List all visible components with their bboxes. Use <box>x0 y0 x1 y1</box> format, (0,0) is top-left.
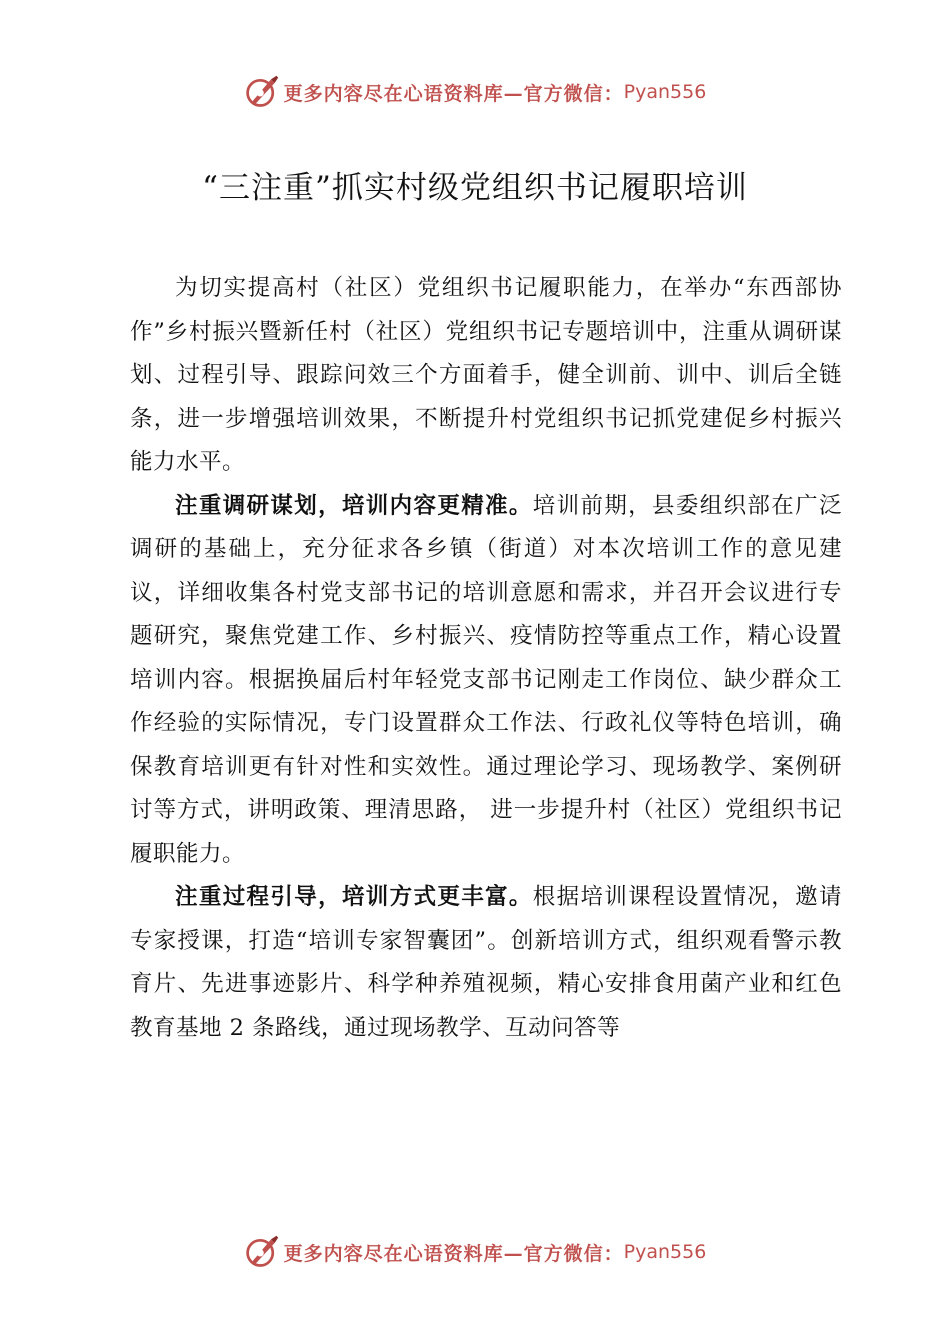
paragraph-text: 根据培训课程设置情况，邀请专家授课，打造“培训专家智囊团”。创新培训方式，组织观看警示教育片、先进事迹影片、科学种养殖视频，精心安排食用菌产业和红色教育基地 2 条路线，通过现场教学、互动问答等 <box>130 884 842 1041</box>
banner-text: 更多内容尽在心语资料库—官方微信： <box>283 82 624 105</box>
footer-banner <box>0 1232 950 1272</box>
banner-wechat-id: Pyan556 <box>623 81 707 103</box>
pen-logo-icon <box>244 1234 280 1270</box>
document-title: “三注重”抓实村级党组织书记履职培训 <box>202 170 748 206</box>
banner-wechat-id: Pyan556 <box>623 1241 707 1263</box>
paragraph-text: 为切实提高村（社区）党组织书记履职能力，在举办“东西部协作”乡村振兴暨新任村（社区）党组织书记专题培训中，注重从调研谋划、过程引导、跟踪问效三个方面着手，健全训前、训中、训后全链条，进一步增强培训效果，不断提升村党组织书记抓党建促乡村振兴能力水平。 <box>130 275 842 475</box>
paragraph-lead: 注重调研谋划，培训内容更精准。 <box>175 492 533 519</box>
paragraph-lead: 注重过程引导，培训方式更丰富。 <box>175 884 533 910</box>
banner-text: 更多内容尽在心语资料库—官方微信： <box>283 1242 624 1265</box>
header-banner <box>0 72 950 112</box>
pen-logo-icon <box>244 74 280 110</box>
paragraph-research-planning <box>130 485 842 877</box>
paragraph-process-guidance <box>130 876 842 1050</box>
paragraph-text: 培训前期，县委组织部在广泛调研的基础上，充分征求各乡镇（街道）对本次培训工作的意见建议，详细收集各村党支部书记的培训意愿和需求，并召开会议进行专题研究，聚焦党建工作、乡村振兴、疫情防控等重点工作，精心设置培训内容。根据换届后村年轻党支部书记刚走工作岗位、缺少群众工作经验的实际情况，专门设置群众工作法、行政礼仪等特色培训，确保教育培训更有针对性和实效性。通过理论学习、现场教学、案例研讨等方式，讲明政策、理清思路， 进一步提升村（社区）党组织书记履职能力。 <box>130 492 842 867</box>
document-body <box>130 267 842 1050</box>
paragraph-intro <box>130 267 842 485</box>
